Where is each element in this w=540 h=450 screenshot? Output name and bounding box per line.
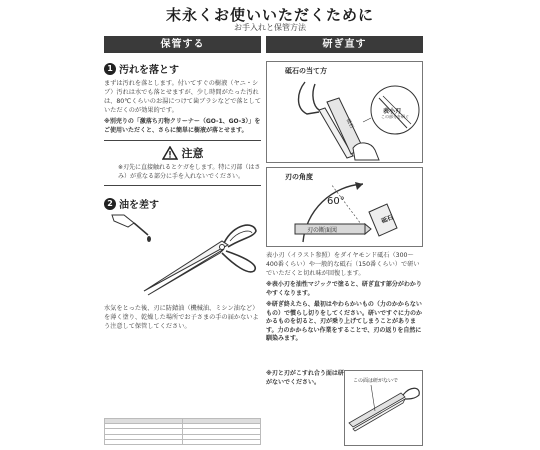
storage-column — [104, 36, 261, 331]
rubbing-surface-figure — [344, 370, 423, 446]
section-oil-heading — [104, 196, 261, 211]
fig1-stone-label: 砥石 — [344, 117, 355, 130]
rubbing-surface-illustration — [345, 371, 422, 445]
step-number-2: 2 — [104, 198, 116, 210]
sharpen-note-3: ※刃と刃がこすれ合う面は研がないでください。 — [266, 370, 344, 386]
page-title: 末永くお使いいただくために — [165, 6, 374, 24]
warning-triangle-icon — [162, 146, 178, 160]
sharpen-column — [266, 36, 423, 344]
caution-heading — [104, 145, 261, 161]
section-clean-heading — [104, 61, 261, 76]
stone-application-label: 砥石の当て方 — [285, 67, 327, 75]
section-oil-title: 油を差す — [119, 200, 159, 211]
page-subtitle: お手入れと保管方法 — [234, 23, 306, 32]
section-oil-body: 水気をとった後、刃に防錆油（機械油、ミシン油など）を薄く塗り、乾燥した場所でお子さまの手の届かないよう注意して保管してください。 — [104, 305, 259, 330]
blade-angle-label: 刃の角度 — [285, 173, 313, 181]
blade-angle-figure — [266, 167, 423, 247]
caution-body: ※刃先に直接触れるとケガをします。特に刃部（はさみ）が重なる部分に手を入れないでください。 — [118, 164, 261, 180]
fig1-callout-sub: この部分を研ぐ — [381, 114, 409, 119]
oiling-illustration — [104, 213, 261, 301]
angle-value: 60° — [327, 196, 345, 207]
section-clean-title: 汚れを落とす — [119, 65, 179, 76]
step-number-1: 1 — [104, 63, 116, 75]
do-not-sharpen-area — [266, 370, 423, 448]
blade-angle-illustration — [267, 168, 422, 246]
storage-header: 保管する — [104, 36, 261, 53]
spec-table — [104, 418, 261, 445]
fig2-stone-label: 砥石 — [380, 213, 395, 225]
section-clean-body: まずは汚れを落とします。付いてすぐの樹液（ヤニ・シブ）汚れは水でも落とせますが、少し時間がたった汚れは、80℃くらいのお湯につけて歯ブラシなどで落としていただくのが効果的です。 — [104, 80, 262, 114]
fig1-callout: 表小刃 — [383, 108, 402, 115]
sharpen-note-1: ※表小刃を油性マジックで塗ると、研ぎ直す部分がわかりやすくなります。 — [266, 281, 422, 297]
caution-box — [104, 140, 261, 186]
sharpen-body: 表小刃（イラスト参照）をダイヤモンド砥石（300〜400番くらい）や一般的な砥石（150番くらい）で研いでいただくと切れ味が回復します。 — [266, 252, 420, 277]
sharpen-note-2: ※研ぎ終えたら、最初はやわらかいもの（力のかからないもの）で慣らし切りをしてください。研いですぐに力のかかるものを切ると、刃が乗り上げてしまうことがあります。力のかからない作業をすることで、刃の返りを自然に馴染みます。 — [266, 301, 423, 342]
caution-title: 注意 — [181, 147, 204, 160]
fig3-callout: この面は研がないで — [353, 378, 399, 384]
blade-section-label: 刃の断面図 — [307, 227, 338, 234]
section-clean-note: ※別売りの「激落ち刃物クリーナー（GO-1、GO-3）」をご使用いただくと、さらに簡単に樹液が落とせます。 — [104, 118, 261, 134]
sharpen-header: 研ぎ直す — [266, 36, 423, 53]
stone-application-figure — [266, 61, 423, 163]
